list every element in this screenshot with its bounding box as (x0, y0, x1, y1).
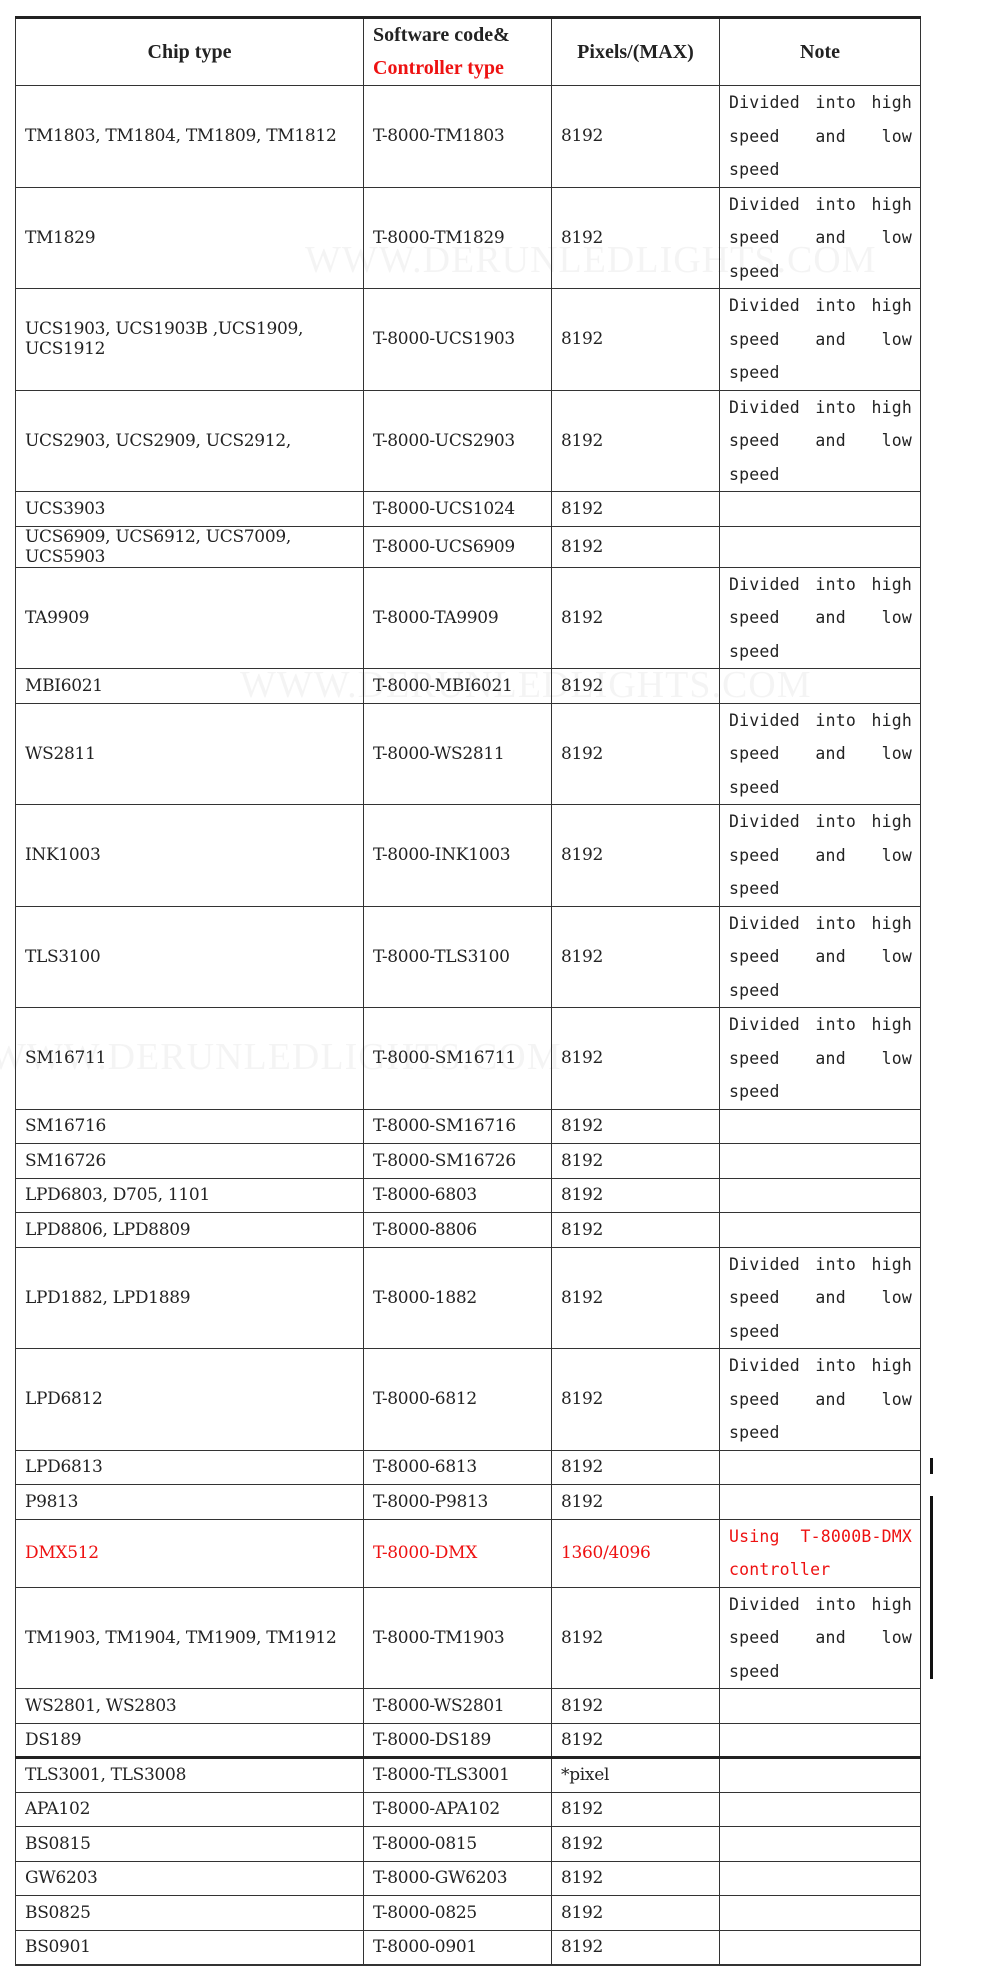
software-code-cell: T-8000-6812 (364, 1349, 552, 1451)
software-code-cell: T-8000-APA102 (364, 1792, 552, 1827)
software-code-cell: T-8000-1882 (364, 1247, 552, 1349)
note-line-2: speed and low speed (729, 1288, 912, 1341)
note-line-1: Divided into high (729, 812, 912, 831)
chip-type-cell: BS0825 (16, 1896, 364, 1931)
note-line-1: Divided into high (729, 1594, 912, 1614)
pixels-cell: 8192 (552, 1827, 720, 1862)
note-cell (720, 906, 921, 1008)
note-line-1: Divided into high (729, 296, 912, 315)
note-cell (720, 1450, 921, 1485)
note-cell (720, 1213, 921, 1248)
table-body (16, 86, 921, 1965)
note-cell (720, 526, 921, 567)
note-line-2: speed and low speed (729, 1628, 912, 1681)
pixels-cell: 8192 (552, 1144, 720, 1179)
note-cell (720, 1178, 921, 1213)
note-line-2: speed and low speed (729, 845, 912, 898)
note-line-2: speed and low speed (729, 329, 912, 382)
table-row (16, 567, 921, 669)
table-row (16, 1349, 921, 1451)
note-line-2: speed and low speed (729, 126, 912, 179)
pixels-cell: 8192 (552, 289, 720, 391)
pixels-cell: 8192 (552, 1930, 720, 1965)
note-cell (720, 1723, 921, 1758)
pixels-cell: 8192 (552, 1008, 720, 1110)
pixels-cell: 8192 (552, 1109, 720, 1144)
note-line-1: Divided into high (729, 1356, 912, 1375)
chip-type-cell: UCS6909, UCS6912, UCS7009, UCS5903 (16, 526, 364, 567)
note-cell (720, 289, 921, 391)
chip-type-cell: SM16726 (16, 1144, 364, 1179)
note-line-2: speed and low speed (729, 431, 912, 484)
note-cell (720, 390, 921, 492)
chip-type-cell: UCS2903, UCS2909, UCS2912, (16, 390, 364, 492)
chip-type-cell: MBI6021 (16, 669, 364, 704)
edge-mark (930, 1496, 933, 1679)
software-code-cell: T-8000-DS189 (364, 1723, 552, 1758)
note-cell (720, 1827, 921, 1862)
chip-type-cell: DMX512 (16, 1519, 364, 1587)
header-pixels: Pixels/(MAX) (552, 18, 720, 86)
note-cell (720, 1349, 921, 1451)
pixels-cell: 8192 (552, 1723, 720, 1758)
software-code-cell: T-8000-0815 (364, 1827, 552, 1862)
table-row (16, 1247, 921, 1349)
table-row (16, 1723, 921, 1758)
chip-type-cell: UCS3903 (16, 492, 364, 527)
software-code-cell: T-8000-GW6203 (364, 1861, 552, 1896)
table-row (16, 1519, 921, 1587)
software-code-cell: T-8000-6813 (364, 1450, 552, 1485)
chip-type-cell: SM16716 (16, 1109, 364, 1144)
chip-support-table (15, 16, 921, 1966)
chip-type-cell: TM1903, TM1904, TM1909, TM1912 (16, 1587, 364, 1689)
chip-type-cell: WS2811 (16, 703, 364, 805)
table-row (16, 1450, 921, 1485)
pixels-cell: 8192 (552, 1792, 720, 1827)
table-row (16, 289, 921, 391)
chip-type-cell: LPD1882, LPD1889 (16, 1247, 364, 1349)
header-note: Note (720, 18, 921, 86)
table-row (16, 526, 921, 567)
note-cell (720, 703, 921, 805)
software-code-cell: T-8000-TLS3001 (364, 1758, 552, 1793)
chip-type-cell: BS0901 (16, 1930, 364, 1965)
header-chip-type: Chip type (16, 18, 364, 86)
note-line-1: Using T-8000B-DMX (729, 1526, 912, 1546)
chip-type-cell: WS2801, WS2803 (16, 1689, 364, 1724)
note-cell (720, 492, 921, 527)
table-row (16, 1109, 921, 1144)
note-line-2: speed and low speed (729, 947, 912, 1000)
software-code-cell: T-8000-UCS6909 (364, 526, 552, 567)
table-row (16, 906, 921, 1008)
chip-type-cell: APA102 (16, 1792, 364, 1827)
pixels-cell: 8192 (552, 187, 720, 289)
pixels-cell: *pixel (552, 1758, 720, 1793)
table-row (16, 492, 921, 527)
chip-type-cell: LPD6803, D705, 1101 (16, 1178, 364, 1213)
table-row (16, 187, 921, 289)
note-line-1: Divided into high (729, 913, 912, 933)
note-line-1: Divided into high (729, 397, 912, 417)
chip-type-cell: SM16711 (16, 1008, 364, 1110)
note-line-1: Divided into high (729, 710, 912, 730)
pixels-cell: 8192 (552, 390, 720, 492)
software-code-cell: T-8000-0825 (364, 1896, 552, 1931)
chip-type-cell: TLS3100 (16, 906, 364, 1008)
note-line-1: Divided into high (729, 93, 912, 112)
note-cell (720, 86, 921, 188)
software-code-cell: T-8000-DMX (364, 1519, 552, 1587)
header-controller-type: Controller type (373, 57, 504, 79)
note-cell (720, 1689, 921, 1724)
chip-type-cell: TM1803, TM1804, TM1809, TM1812 (16, 86, 364, 188)
edge-mark (930, 1458, 933, 1474)
note-cell (720, 805, 921, 907)
table-row (16, 1144, 921, 1179)
table-row (16, 1861, 921, 1896)
software-code-cell: T-8000-SM16716 (364, 1109, 552, 1144)
pixels-cell: 8192 (552, 805, 720, 907)
software-code-cell: T-8000-WS2801 (364, 1689, 552, 1724)
software-code-cell: T-8000-INK1003 (364, 805, 552, 907)
note-cell (720, 669, 921, 704)
header-software-code-line1: Software code& (373, 24, 510, 46)
note-line-2: speed and low speed (729, 1389, 912, 1442)
table-row (16, 1178, 921, 1213)
software-code-cell: T-8000-8806 (364, 1213, 552, 1248)
software-code-cell: T-8000-P9813 (364, 1485, 552, 1520)
note-line-2: speed and low speed (729, 608, 912, 661)
software-code-cell: T-8000-UCS2903 (364, 390, 552, 492)
table-row (16, 1587, 921, 1689)
pixels-cell: 8192 (552, 86, 720, 188)
note-line-2: controller (729, 1560, 831, 1579)
table-row (16, 1758, 921, 1793)
note-cell (720, 1485, 921, 1520)
pixels-cell: 1360/4096 (552, 1519, 720, 1587)
note-line-1: Divided into high (729, 1254, 912, 1274)
pixels-cell: 8192 (552, 1485, 720, 1520)
table-row (16, 805, 921, 907)
software-code-cell: T-8000-0901 (364, 1930, 552, 1965)
note-cell (720, 1896, 921, 1931)
table-row (16, 703, 921, 805)
chip-type-cell: LPD6812 (16, 1349, 364, 1451)
table-row (16, 1485, 921, 1520)
note-cell (720, 1247, 921, 1349)
note-cell (720, 567, 921, 669)
pixels-cell: 8192 (552, 492, 720, 527)
chip-type-cell: LPD6813 (16, 1450, 364, 1485)
note-cell (720, 1144, 921, 1179)
table-row (16, 390, 921, 492)
pixels-cell: 8192 (552, 1896, 720, 1931)
pixels-cell: 8192 (552, 526, 720, 567)
note-cell (720, 1008, 921, 1110)
software-code-cell: T-8000-SM16711 (364, 1008, 552, 1110)
software-code-cell: T-8000-TA9909 (364, 567, 552, 669)
chip-type-cell: P9813 (16, 1485, 364, 1520)
table-row (16, 1213, 921, 1248)
table-row (16, 86, 921, 188)
pixels-cell: 8192 (552, 1450, 720, 1485)
chip-type-cell: BS0815 (16, 1827, 364, 1862)
software-code-cell: T-8000-TM1903 (364, 1587, 552, 1689)
chip-type-cell: GW6203 (16, 1861, 364, 1896)
table-row (16, 1689, 921, 1724)
note-line-1: Divided into high (729, 574, 912, 594)
note-cell (720, 1930, 921, 1965)
table-row (16, 1930, 921, 1965)
chip-type-cell: INK1003 (16, 805, 364, 907)
table-row (16, 669, 921, 704)
note-line-2: speed and low speed (729, 228, 912, 281)
software-code-cell: T-8000-TM1803 (364, 86, 552, 188)
pixels-cell: 8192 (552, 1861, 720, 1896)
note-line-1: Divided into high (729, 194, 912, 214)
table-row (16, 1008, 921, 1110)
header-software-code (364, 18, 552, 86)
table-row (16, 1827, 921, 1862)
software-code-cell: T-8000-TM1829 (364, 187, 552, 289)
chip-type-cell: TLS3001, TLS3008 (16, 1758, 364, 1793)
note-line-2: speed and low speed (729, 744, 912, 797)
pixels-cell: 8192 (552, 906, 720, 1008)
chip-table-container (15, 16, 920, 1966)
software-code-cell: T-8000-MBI6021 (364, 669, 552, 704)
note-cell (720, 1587, 921, 1689)
software-code-cell: T-8000-UCS1903 (364, 289, 552, 391)
software-code-cell: T-8000-WS2811 (364, 703, 552, 805)
chip-type-cell: DS189 (16, 1723, 364, 1758)
pixels-cell: 8192 (552, 703, 720, 805)
pixels-cell: 8192 (552, 1689, 720, 1724)
pixels-cell: 8192 (552, 1349, 720, 1451)
note-line-1: Divided into high (729, 1015, 912, 1034)
software-code-cell: T-8000-UCS1024 (364, 492, 552, 527)
note-line-2: speed and low speed (729, 1048, 912, 1101)
chip-type-cell: UCS1903, UCS1903B ,UCS1909, UCS1912 (16, 289, 364, 391)
pixels-cell: 8192 (552, 567, 720, 669)
software-code-cell: T-8000-TLS3100 (364, 906, 552, 1008)
table-header-row (16, 18, 921, 86)
note-cell (720, 1861, 921, 1896)
table-row (16, 1792, 921, 1827)
chip-type-cell: TM1829 (16, 187, 364, 289)
note-cell (720, 1519, 921, 1587)
software-code-cell: T-8000-6803 (364, 1178, 552, 1213)
pixels-cell: 8192 (552, 1587, 720, 1689)
chip-type-cell: LPD8806, LPD8809 (16, 1213, 364, 1248)
software-code-cell: T-8000-SM16726 (364, 1144, 552, 1179)
pixels-cell: 8192 (552, 1178, 720, 1213)
chip-type-cell: TA9909 (16, 567, 364, 669)
note-cell (720, 1758, 921, 1793)
note-cell (720, 1792, 921, 1827)
table-row (16, 1896, 921, 1931)
pixels-cell: 8192 (552, 1247, 720, 1349)
pixels-cell: 8192 (552, 669, 720, 704)
note-cell (720, 187, 921, 289)
pixels-cell: 8192 (552, 1213, 720, 1248)
note-cell (720, 1109, 921, 1144)
